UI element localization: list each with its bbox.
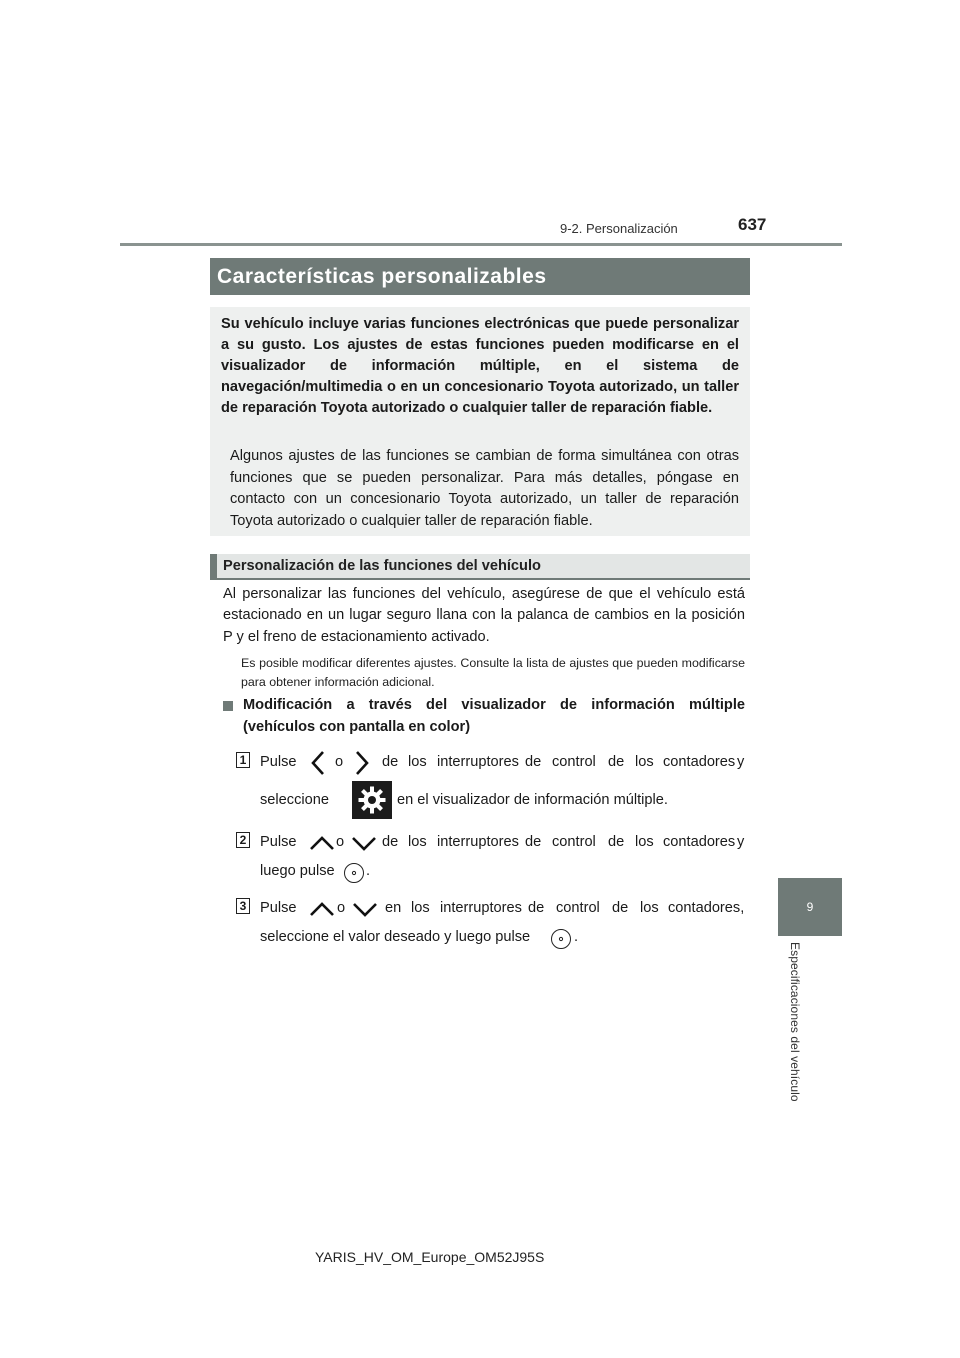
- step-2-word: contadores: [663, 834, 736, 850]
- step-3-word: de: [528, 900, 545, 916]
- intro-bold-text: Su vehículo incluye varias funciones electrónicas que puede personalizar a su gusto. Los ajustes de estas funciones pueden modificarse en el visualizador de información múltiple, en el sistema de navegación/multimedia o en un concesionario Toyota autorizado, un taller de reparación Toyota autorizado o cualquier taller de reparación fiable.: [221, 316, 739, 416]
- step-1-word: y: [737, 754, 745, 770]
- step-2-line2-a: luego pulse: [260, 863, 335, 879]
- chapter-label-text: Especificaciones del vehículo: [788, 942, 802, 1102]
- step-1-word: contadores: [663, 754, 736, 770]
- chevron-down-icon: [351, 834, 377, 852]
- step-3-word: los: [411, 900, 430, 916]
- section-heading-accent: [210, 554, 217, 579]
- running-header-section: 9-2. Personalización: [560, 221, 678, 236]
- step-3-line2-a: seleccione el valor deseado y luego pulse: [260, 929, 531, 945]
- step-2-word: de: [382, 834, 399, 850]
- chevron-down-icon: [352, 900, 378, 918]
- step-1-word: de: [525, 754, 542, 770]
- step-1-word: o: [335, 754, 344, 770]
- step-2-word: control: [552, 834, 596, 850]
- step-1-line2-b: en el visualizador de información múltiple.: [397, 792, 668, 808]
- chapter-label: [788, 942, 812, 1114]
- step-number-1: 1: [236, 752, 250, 768]
- chevron-right-icon: [354, 750, 370, 776]
- step-number-2: 2: [236, 832, 250, 848]
- step-2-word: los: [635, 834, 654, 850]
- step-2-word: de: [525, 834, 542, 850]
- step-1-word: de: [382, 754, 399, 770]
- chevron-up-icon: [309, 900, 335, 918]
- section-heading: Personalización de las funciones del vehículo: [223, 558, 541, 574]
- step-2-line2-b: .: [366, 863, 371, 879]
- page-number: 637: [738, 215, 767, 234]
- step-1-word: los: [408, 754, 427, 770]
- step-3-word: de: [612, 900, 629, 916]
- ok-button-icon: [550, 928, 572, 950]
- chapter-tab: [778, 878, 842, 936]
- step-3-word: control: [556, 900, 600, 916]
- page-title: Características personalizables: [210, 258, 750, 295]
- subsection-title: Modificación a través del visualizador de información múltiple (vehículos con pantalla en color): [243, 697, 745, 735]
- step-2-word: de: [608, 834, 625, 850]
- intro-note-text: Algunos ajustes de las funciones se cambian de forma simultánea con otras funciones que se pueden personalizar. Para más detalles, póngase en contacto con un concesionario Toyota autorizado, un taller de reparación Toyota autorizado o cualquier taller de reparación fiable.: [230, 448, 739, 529]
- step-1-word: los: [635, 754, 654, 770]
- step-3-word: los: [640, 900, 659, 916]
- document-code: YARIS_HV_OM_Europe_OM52J95S: [315, 1249, 545, 1265]
- section-paragraph: Al personalizar las funciones del vehículo, asegúrese de que el vehículo está estacionado en un lugar seguro llana con la palanca de cambios en la posición P y el freno de estacionamiento activado.: [223, 586, 745, 645]
- step-2-word: interruptores: [437, 834, 519, 850]
- step-3-word: interruptores: [440, 900, 522, 916]
- settings-gear-icon: [352, 781, 392, 819]
- chevron-up-icon: [309, 834, 335, 852]
- chapter-number: 9: [806, 900, 814, 914]
- step-1-line2-a: seleccione: [260, 792, 329, 808]
- step-3-word: en: [385, 900, 402, 916]
- step-2-word: los: [408, 834, 427, 850]
- section-heading-underline: [210, 578, 750, 580]
- step-2-word: y: [737, 834, 745, 850]
- step-number-3: 3: [236, 898, 250, 914]
- step-1-word: interruptores: [437, 754, 519, 770]
- step-1-word: de: [608, 754, 625, 770]
- header-rule: [120, 243, 842, 246]
- bullet-square-icon: [223, 701, 233, 711]
- step-3-line2-b: .: [574, 929, 579, 945]
- chevron-left-icon: [310, 750, 326, 776]
- section-small-note: Es posible modificar diferentes ajustes. Consulte la lista de ajustes que pueden modificarse para obtener información adicional.: [241, 656, 745, 689]
- step-1-word: Pulse: [260, 754, 297, 770]
- step-2-word: Pulse: [260, 834, 297, 850]
- step-3-word: o: [337, 900, 346, 916]
- step-3-word: Pulse: [260, 900, 297, 916]
- ok-button-icon: [343, 862, 365, 884]
- step-1-word: control: [552, 754, 596, 770]
- step-2-word: o: [336, 834, 345, 850]
- step-3-word: contadores,: [668, 900, 745, 916]
